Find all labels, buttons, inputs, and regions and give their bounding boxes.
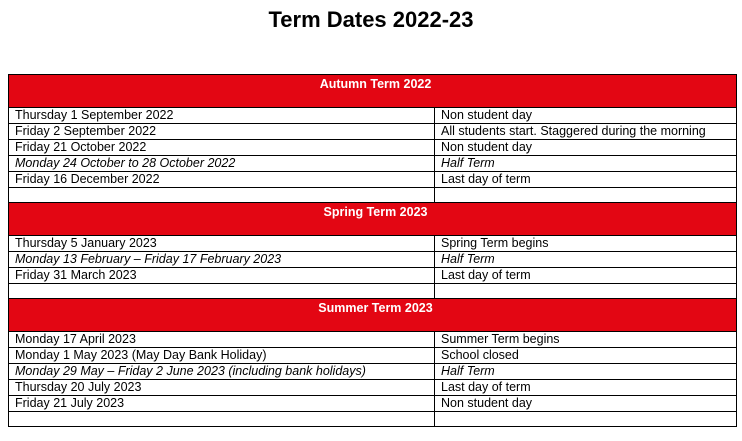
- date-cell: Monday 17 April 2023: [9, 332, 435, 348]
- term-header: Summer Term 2023: [9, 299, 737, 332]
- event-cell: Non student day: [435, 396, 737, 412]
- event-cell: Summer Term begins: [435, 332, 737, 348]
- term-header: Autumn Term 2022: [9, 75, 737, 108]
- empty-cell: [9, 188, 435, 203]
- term-header-row: [9, 75, 737, 108]
- date-cell: Friday 2 September 2022: [9, 124, 435, 140]
- event-cell: Non student day: [435, 140, 737, 156]
- date-cell: Friday 21 July 2023: [9, 396, 435, 412]
- event-cell: Half Term: [435, 252, 737, 268]
- spacer-row: [9, 284, 737, 299]
- page-title: Term Dates 2022-23: [268, 7, 474, 32]
- table-row: [9, 252, 737, 268]
- table-row: [9, 108, 737, 124]
- term-header-row: [9, 299, 737, 332]
- term-header: Spring Term 2023: [9, 203, 737, 236]
- date-cell: Monday 13 February – Friday 17 February 2023: [9, 252, 435, 268]
- date-cell: Friday 21 October 2022: [9, 140, 435, 156]
- event-cell: All students start. Staggered during the morning: [435, 124, 737, 140]
- event-cell: Last day of term: [435, 380, 737, 396]
- empty-cell: [9, 412, 435, 427]
- date-cell: Monday 24 October to 28 October 2022: [9, 156, 435, 172]
- date-cell: Friday 31 March 2023: [9, 268, 435, 284]
- table-row: [9, 380, 737, 396]
- spacer-row: [9, 188, 737, 203]
- date-cell: Thursday 5 January 2023: [9, 236, 435, 252]
- date-cell: Monday 29 May – Friday 2 June 2023 (including bank holidays): [9, 364, 435, 380]
- event-cell: Last day of term: [435, 268, 737, 284]
- date-cell: Thursday 20 July 2023: [9, 380, 435, 396]
- event-cell: Half Term: [435, 364, 737, 380]
- empty-cell: [9, 284, 435, 299]
- table-row: [9, 268, 737, 284]
- event-cell: Non student day: [435, 108, 737, 124]
- empty-cell: [435, 284, 737, 299]
- table-row: [9, 364, 737, 380]
- event-cell: School closed: [435, 348, 737, 364]
- table-row: [9, 156, 737, 172]
- event-cell: Spring Term begins: [435, 236, 737, 252]
- event-cell: Last day of term: [435, 172, 737, 188]
- table-row: [9, 124, 737, 140]
- empty-cell: [435, 188, 737, 203]
- term-header-row: [9, 203, 737, 236]
- table-row: [9, 140, 737, 156]
- term-dates-table: [8, 74, 737, 427]
- table-row: [9, 396, 737, 412]
- table-row: [9, 348, 737, 364]
- table-row: [9, 172, 737, 188]
- table-row: [9, 236, 737, 252]
- date-cell: Friday 16 December 2022: [9, 172, 435, 188]
- spacer-row: [9, 412, 737, 427]
- table-row: [9, 332, 737, 348]
- date-cell: Monday 1 May 2023 (May Day Bank Holiday): [9, 348, 435, 364]
- empty-cell: [435, 412, 737, 427]
- event-cell: Half Term: [435, 156, 737, 172]
- date-cell: Thursday 1 September 2022: [9, 108, 435, 124]
